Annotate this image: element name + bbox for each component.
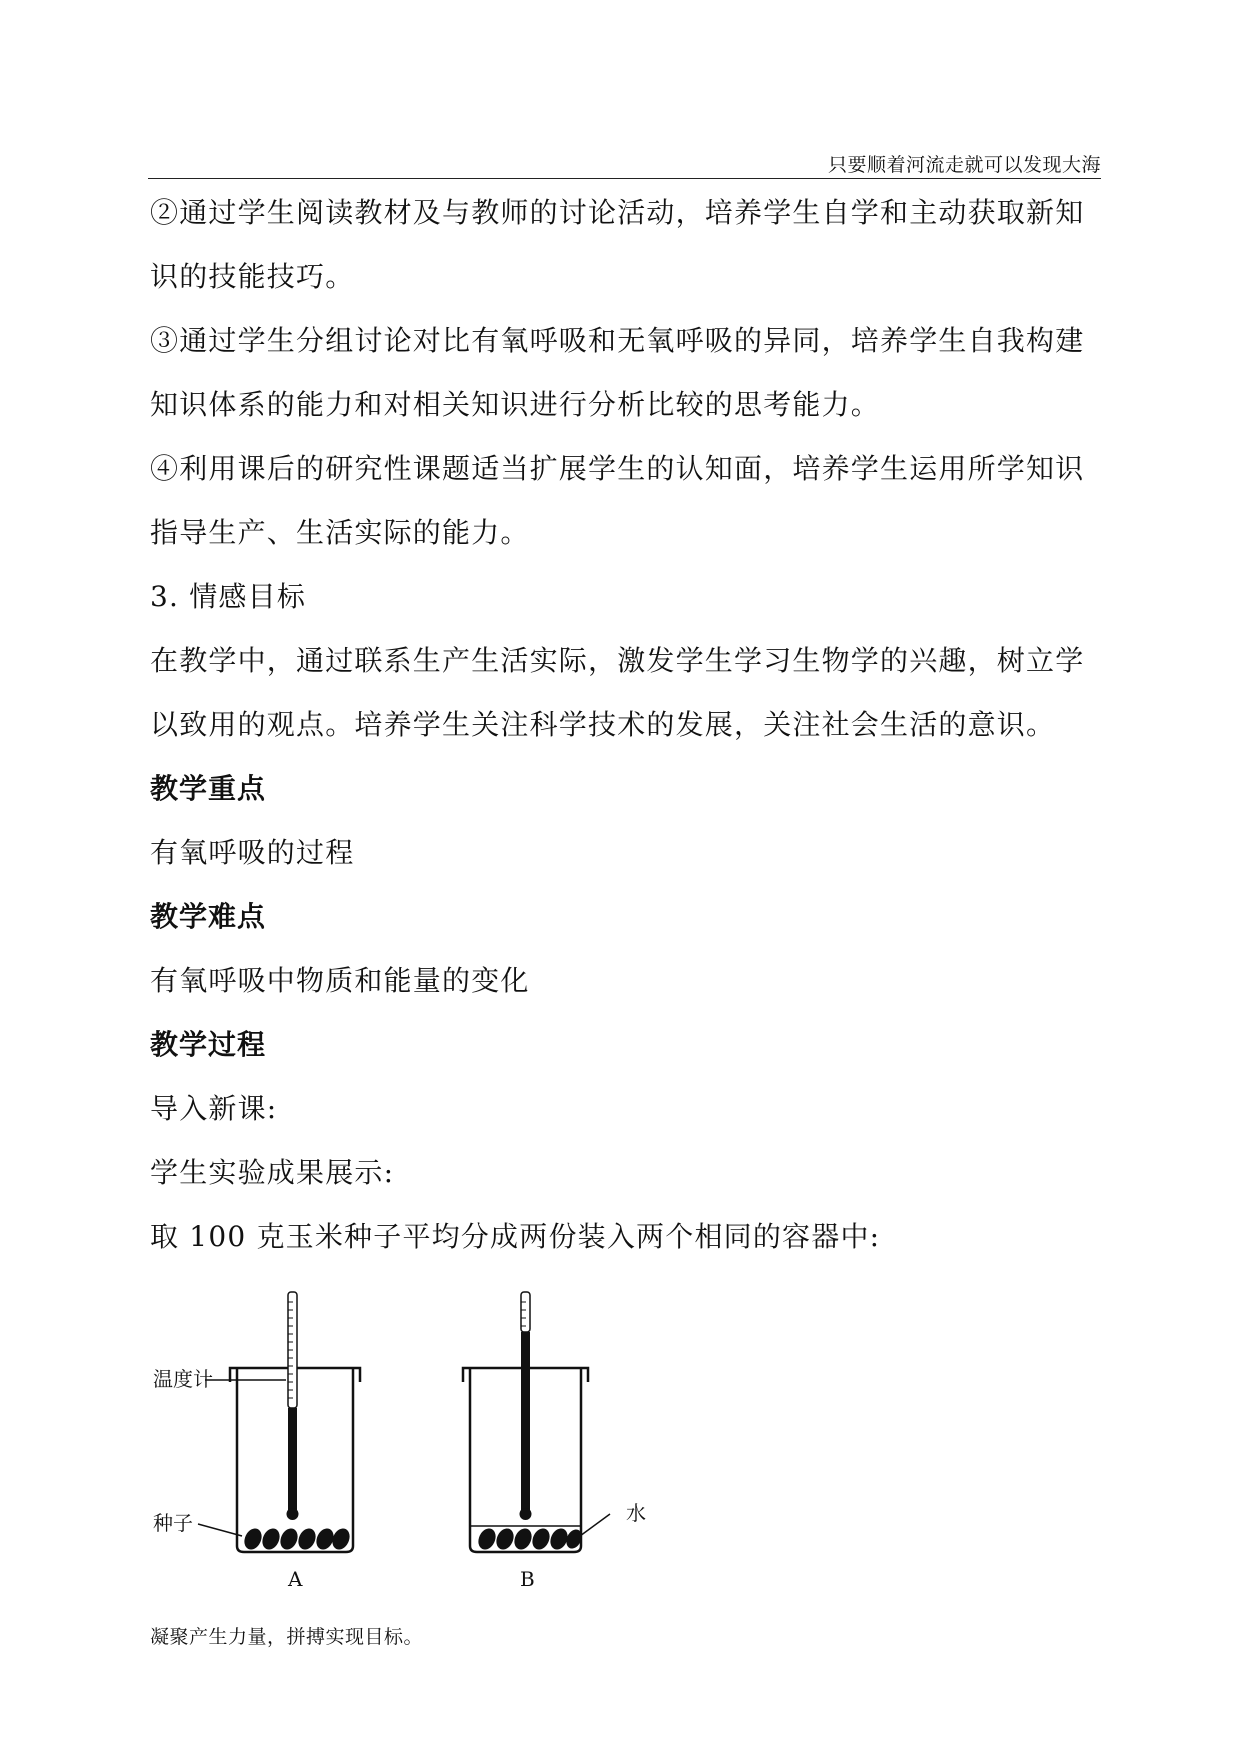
- thermometer-b-mercury: [521, 1332, 530, 1512]
- header-divider: [148, 178, 1101, 179]
- header-motto: 只要顺着河流走就可以发现大海: [827, 154, 1101, 176]
- emotional-goal-line-2: 以致用的观点。培养学生关注科学技术的发展，关注社会生活的意识。: [150, 708, 1056, 741]
- thermometer-b-bulb: [520, 1508, 532, 1520]
- container-b-label: B: [520, 1567, 535, 1591]
- seeds-label: 种子: [153, 1511, 193, 1535]
- water-label: 水: [626, 1501, 646, 1525]
- thermometer-a-mercury: [288, 1408, 297, 1512]
- heading-difficulty: 教学难点: [150, 900, 267, 933]
- showcase-text: 学生实验成果展示:: [150, 1156, 395, 1189]
- experiment-figure: [140, 1290, 700, 1610]
- objective-2-line-1: ②通过学生阅读教材及与教师的讨论活动，培养学生自学和主动获取新知: [150, 196, 1085, 229]
- objective-4-line-2: 指导生产、生活实际的能力。: [150, 516, 530, 549]
- seeds-b: [475, 1526, 584, 1553]
- intro-text: 导入新课:: [150, 1092, 278, 1125]
- thermometer-label: 温度计: [153, 1367, 213, 1391]
- water-leader-line: [580, 1514, 610, 1536]
- heading-key-points: 教学重点: [150, 772, 267, 805]
- key-points-text: 有氧呼吸的过程: [150, 836, 355, 869]
- objective-3-line-1: ③通过学生分组讨论对比有氧呼吸和无氧呼吸的异同，培养学生自我构建: [150, 324, 1085, 357]
- difficulty-text: 有氧呼吸中物质和能量的变化: [150, 964, 530, 997]
- seeds-a: [241, 1526, 353, 1553]
- footer-slogan: 凝聚产生力量，拼搏实现目标。: [150, 1626, 424, 1648]
- thermometer-a-bulb: [287, 1508, 299, 1520]
- container-b: [463, 1292, 610, 1552]
- emotional-goal-line-1: 在教学中，通过联系生产生活实际，激发学生学习生物学的兴趣，树立学: [150, 644, 1085, 677]
- emotional-goal-title: 3. 情感目标: [150, 580, 307, 613]
- objective-3-line-2: 知识体系的能力和对相关知识进行分析比较的思考能力。: [150, 388, 881, 421]
- seeds-leader-line: [198, 1524, 242, 1536]
- experiment-diagram: [140, 1290, 700, 1610]
- objective-2-line-2: 识的技能技巧。: [150, 260, 355, 293]
- heading-process: 教学过程: [150, 1028, 267, 1061]
- container-a-label: A: [288, 1567, 303, 1591]
- container-a: [198, 1292, 360, 1552]
- experiment-text: 取 100 克玉米种子平均分成两份装入两个相同的容器中:: [150, 1220, 881, 1253]
- objective-4-line-1: ④利用课后的研究性课题适当扩展学生的认知面，培养学生运用所学知识: [150, 452, 1085, 485]
